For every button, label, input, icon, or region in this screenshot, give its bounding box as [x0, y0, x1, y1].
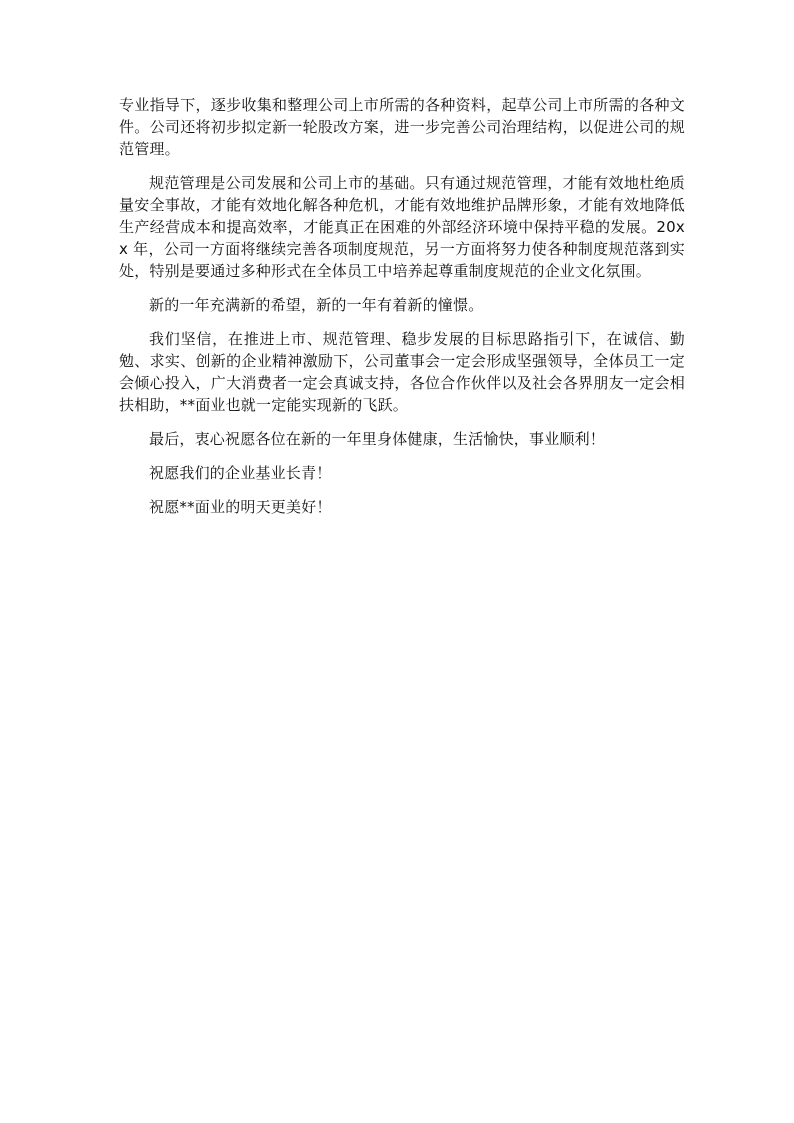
paragraph-standardized-management: 规范管理是公司发展和公司上市的基础。只有通过规范管理，才能有效地杜绝质量安全事故，才能有效地化解各种危机，才能有效地维护品牌形象，才能有效地降低生产经营成本和提高效率，才能真正在困难的外部经济环境中保持平稳的发展。20xx 年，公司一方面将继续完善各项制度规范，另一方面将努力使各种制度规范落到实处，特别是要通过多种形式在全体员工中培养起尊重制度规范的企业文化氛围。	[119, 174, 685, 280]
paragraph-confidence: 我们坚信，在推进上市、规范管理、稳步发展的目标思路指引下，在诚信、勤勉、求实、创新的企业精神激励下，公司董事会一定会形成坚强领导，全体员工一定会倾心投入，广大消费者一定会真诚支持，各位合作伙伴以及社会各界朋友一定会相扶相助，**面业也就一定能实现新的飞跃。	[119, 330, 685, 414]
paragraph-continuation: 专业指导下，逐步收集和整理公司上市所需的各种资料，起草公司上市所需的各种文件。公司还将初步拟定新一轮股改方案，进一步完善公司治理结构，以促进公司的规范管理。	[119, 96, 685, 158]
paragraph-wishes: 最后，衷心祝愿各位在新的一年里身体健康，生活愉快，事业顺利！	[149, 430, 606, 448]
paragraph-blessing-future: 祝愿**面业的明天更美好！	[149, 498, 332, 516]
paragraph-new-year-hope: 新的一年充满新的希望，新的一年有着新的憧憬。	[149, 296, 484, 314]
paragraph-blessing-enterprise: 祝愿我们的企业基业长青！	[149, 464, 332, 482]
document-body	[119, 94, 685, 530]
